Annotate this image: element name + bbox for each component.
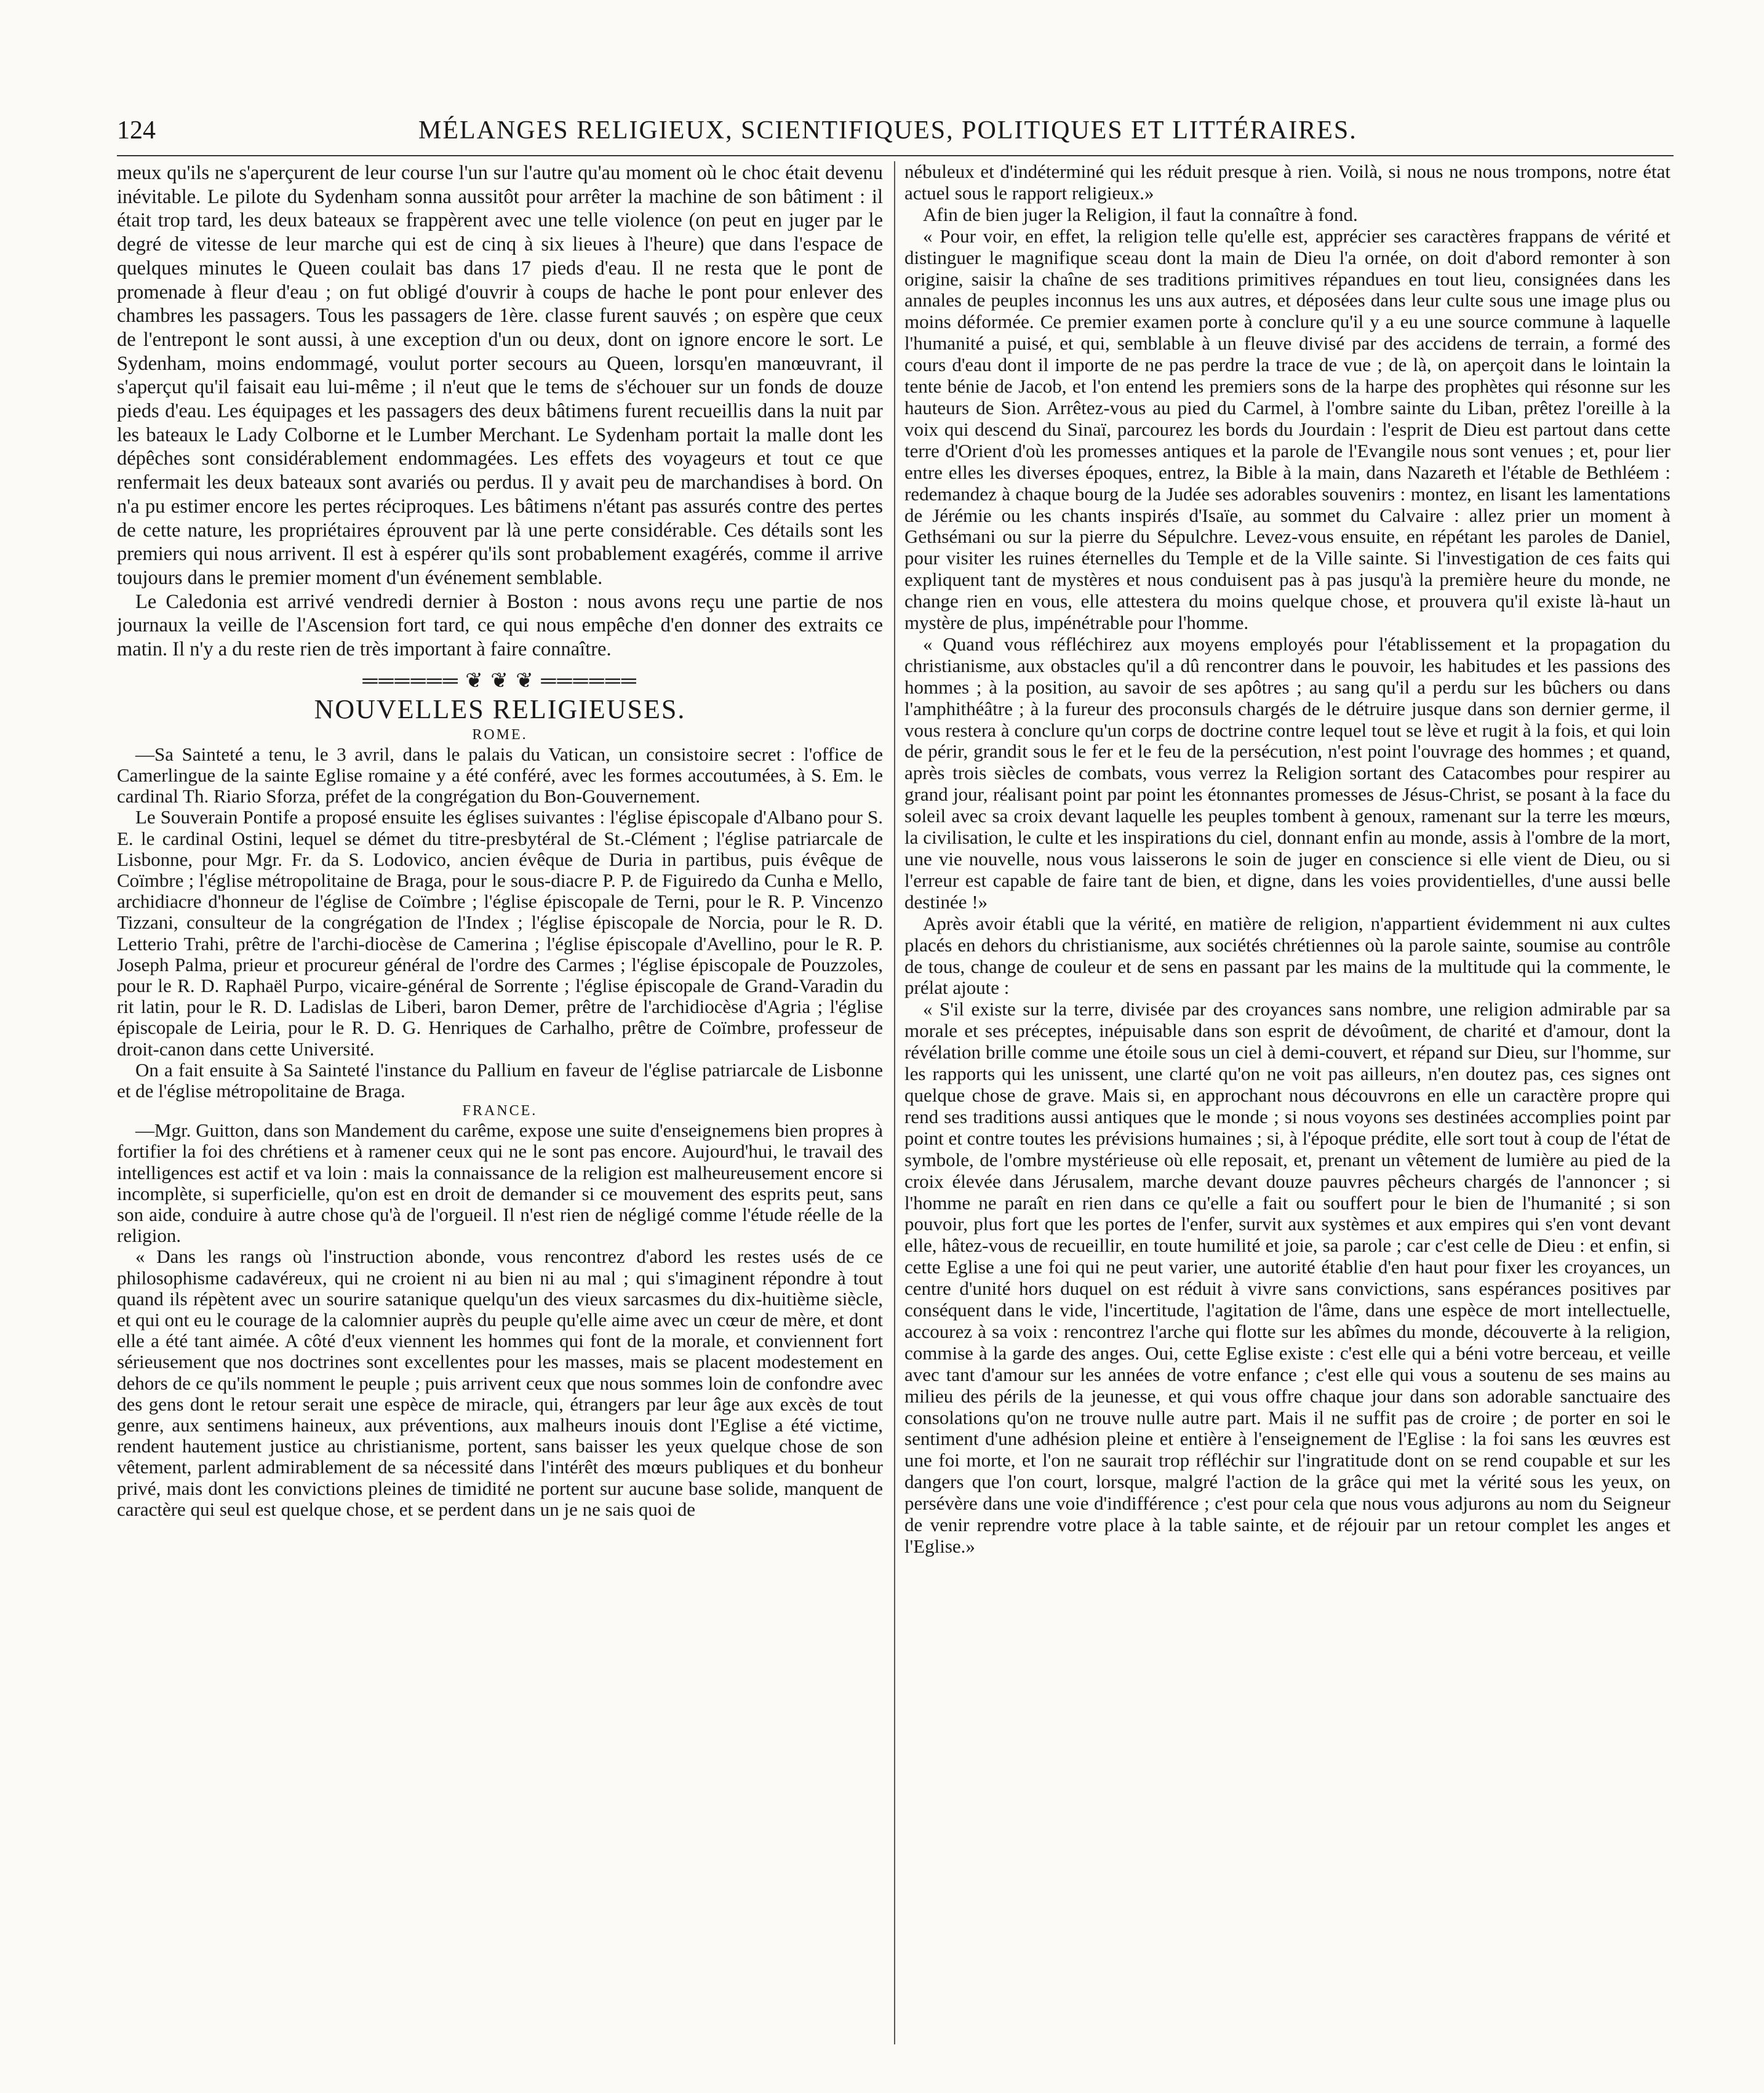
- subheading-rome: ROME.: [472, 726, 528, 743]
- page-header: [117, 116, 1674, 153]
- religion-intro-paragraph: Afin de bien juger la Religion, il faut la connaître à fond.: [923, 203, 1358, 225]
- continuation-paragraph: nébuleux et d'indéterminé qui les réduit presque à rien. Voilà, si nous ne nous trompons, notre état actuel sous le rapport religieux.»: [904, 161, 1670, 204]
- origin-quote-paragraph: « Pour voir, en effet, la religion telle qu'elle est, apprécier ses caractères frappans de vérité et distinguer le magnifique sceau dont la main de Dieu l'a ornée, on doit d'abord remonter à son origine, saisir la chaîne de ses traditions primitives répandues en tout lieu, consignées dans les annales de peuples inconnus les uns aux autres, et déposées dans leur culte sous une image plus ou moins déformée. Ce premier examen porte à conclure qu'il y a eu une source commune à laquelle l'humanité a puisé, et qui, semblable à un fleuve divisé par des accidens de terrain, a formé des cours d'eau dont il importe de ne pas perdre la trace de vue ; de là, on aperçoit dans le lointain la tente bénie de Jacob, et l'on entend les premiers sons de la harpe des prophètes qui résonne sur les hauteurs de Sion. Arrêtez-vous au pied du Carmel, à l'ombre sainte du Liban, prêtez l'oreille à la voix qui descend du Sinaï, parcourez les bords du Jourdain : l'esprit de Dieu est partout dans cette terre d'Orient d'où les promesses antiques et la parole de l'Evangile nous sont venues ; et, pour lier entre elles les diverses époques, entrez, la Bible à la main, dans Nazareth et l'étable de Bethléem : redemandez à chaque bourg de la Judée ses adorables souvenirs : montez, en lisant les lamentations de Jérémie ou les chants inspirés d'Isaïe, au sommet du Calvaire : allez prier un moment à Gethsémani ou sur la pierre du Sépulchre. Levez-vous ensuite, en répétant les paroles de Daniel, pour visiter les ruines éternelles du Temple et de la Ville sainte. Si l'investigation de ces faits qui expliquent tant de mystères et nous conduisent pas à pas jusqu'à la première heure du monde, ne change rien en vous, elle attestera du moins quelque chose, et prouvera qu'il existe là-haut un mystère de plus, impénétrable pour l'homme.: [904, 225, 1670, 634]
- right-column: [904, 161, 1670, 2051]
- left-column: [117, 161, 883, 2051]
- running-title: MÉLANGES RELIGIEUX, SCIENTIFIQUES, POLITIQUES ET LITTÉRAIRES.: [418, 116, 1357, 145]
- shipwreck-article-paragraph: meux qu'ils ne s'aperçurent de leur course l'un sur l'autre qu'au moment où le choc était devenu inévitable. Le pilote du Sydenham sonna aussitôt pour arrêter la machine de son bâtiment : il était trop tard, les deux bateaux se frappèrent avec une telle violence (on peut en juger par le degré de vitesse de leur marche qui est de cinq à six lieues à l'heure) que dans l'espace de quelques minutes le Queen coulait bas dans 17 pieds d'eau. Il ne resta que le pont de promenade à fleur d'eau ; on fut obligé d'ouvrir à coups de hache le pont pour enlever des chambres les passagers. Tous les passagers de 1ère. classe furent sauvés ; on espère que ceux de l'entrepont le sont aussi, à une exception d'un ou deux, dont on ignore encore le sort. Le Sydenham, moins endommagé, voulut porter secours au Queen, lorsqu'en manœuvrant, il s'aperçut qu'il faisait eau lui-même ; il n'eut que le tems de s'échouer sur un fonds de douze pieds d'eau. Les équipages et les passagers des deux bâtimens furent recueillis dans la nuit par les bateaux le Lady Colborne et le Lumber Merchant. Le Sydenham portait la malle dont les dépêches sont considérablement endommagées. Les effets des voyageurs et tout ce que renfermait les deux bateaux sont avariés ou perdus. Il y avait peu de marchandises à bord. On n'a pu estimer encore les pertes réciproques. Les bâtimens n'étant pas assurés contre des pertes de cette nature, les propriétaires éprouvent par là une perte considérable. Ces détails sont les premiers qui nous arrivent. Il est à espérer qu'ils sont probablement exagérés, comme il arrive toujours dans le premier moment d'un événement semblable.: [117, 162, 883, 589]
- consistory-paragraph: —Sa Sainteté a tenu, le 3 avril, dans le palais du Vatican, un consistoire secret : l'office de Camerlingue de la sainte Eglise romaine y a été conféré, avec les formes accoutumées, à S. Em. le cardinal Th. Riario Sforza, préfet de la congrégation du Bon-Gouvernement.: [117, 743, 883, 807]
- propagation-quote-paragraph: « Quand vous réfléchirez aux moyens employés pour l'établissement et la propagation du christianisme, aux obstacles qu'il a dû rencontrer dans le pouvoir, les habitudes et les passions des hommes ; à la position, au savoir de ses apôtres ; au sang qu'il a perdu sur les bûchers ou dans l'amphithéâtre ; à la fureur des proconsuls chargés de le détruire jusque dans son dernier germe, il vous restera à conclure qu'un corps de doctrine contre lequel tout se lève et rugit à la fois, et qui loin de périr, grandit sous le fer et le feu de la persécution, n'est point l'ouvrage des hommes ; et quand, après trois siècles de combats, vous verrez la Religion sortant des Catacombes pour respirer au grand jour, réalisant point par point les étonnantes promesses de Jésus-Christ, se posant à la face du soleil avec sa croix devant laquelle les peuples tombent à genoux, ramenant sur la terre les mœurs, la civilisation, le culte et les inspirations du ciel, donnant enfin au monde, assis à l'ombre de la mort, une vie nouvelle, nous vous laisserons le soin de juger en conscience si elle vient de Dieu, ou si l'erreur est capable de faire tant de bien, et digne, dans les voies providentielles, d'une aussi belle destinée !»: [904, 633, 1670, 913]
- mandement-paragraph: —Mgr. Guitton, dans son Mandement du carême, expose une suite d'enseignemens bien propres à fortifier la foi des chrétiens et à ramener ceux qui ne le sont pas encore. Aujourd'hui, le travail des intelligences est actif et va loin : mais la connaissance de la religion est malheureusement encore si incomplète, si superficielle, qu'on est en droit de demander si ce mouvement des esprits peut, sans son aide, conduire à autre chose qu'à de l'orgueil. Il n'est rien de négligé comme l'étude réelle de la religion.: [117, 1119, 883, 1247]
- church-quote-paragraph: « S'il existe sur la terre, divisée par des croyances sans nombre, une religion admirable par sa morale et ses préceptes, inépuisable dans son esprit de dévoûment, de charité et d'amour, dont la révélation brille comme une étoile sous un ciel à demi-couvert, et répand sur Dieu, sur l'homme, sur les rapports qui les unissent, une clarté qu'on ne voit pas ailleurs, n'en doutez pas, ces signes ont quelque chose de grave. Mais si, en approchant nous découvrons en elle un caractère propre qui rend ses traditions aussi antiques que le monde ; si nous voyons ses destinées accomplies point par point et contre toutes les prévisions humaines ; si, à l'époque prédite, elle sort tout à coup de l'état de symbole, de l'ombre mystérieuse où elle reposait, et, prenant un vêtement de lumière au pied de la croix élevée dans Jérusalem, marche devant douze pauvres pêcheurs chargés de l'annoncer ; si l'homme ne paraît en rien dans ce qu'elle a fait ou souffert pour le bien de l'humanité ; si son pouvoir, plus fort que les portes de l'enfer, survit aux systèmes et aux empires qui s'en vont devant elle, hâtez-vous de recueillir, en toute humilité et joie, sa parole ; car c'est celle de Dieu : et enfin, si cette Eglise a une foi qui ne peut varier, une autorité établie d'en haut pour fixer les croyances, un centre d'unité hors duquel on est réduit à vivre sans convictions, sans espérances positives par conséquent dans le vide, l'incertitude, l'agitation de l'âme, dans une espèce de mort intellectuelle, accourez à sa voix : rencontrez l'arche qui flotte sur les abîmes du monde, découverte à la religion, commise à la garde des anges. Oui, cette Eglise existe : c'est elle qui a béni votre berceau, et veille avec tant d'amour sur les années de votre enfance ; c'est elle qui vous a soutenu de ses mains au milieu des périls de la jeunesse, et qui vous offre chaque jour dans son adorable sanctuaire des consolations qu'on ne trouve nulle autre part. Mais il ne suffit pas de croire ; de porter en soi le sentiment d'une adhésion pleine et entière à l'enseignement de l'Eglise : la foi sans les œuvres est une foi morte, et l'on ne saurait trop réfléchir sur l'ingratitude dont on se rend coupable et sur les dangers que l'on court, lorsque, malgré l'action de la grâce qui met la vérité sous les yeux, on persévère dans une voie d'indifférence ; c'est pour cela que nous vous adjurons au nom du Seigneur de venir reprendre votre place à la table sainte, et de réjouir par un retour complet les anges et l'Eglise.»: [904, 998, 1670, 1557]
- subheading-france: FRANCE.: [462, 1103, 538, 1119]
- churches-paragraph: Le Souverain Pontife a proposé ensuite les églises suivantes : l'église épiscopale d'Albano pour S. E. le cardinal Ostini, lequel se démet du titre-presbytéral de St.-Clément ; l'église patriarcale de Lisbonne, pour Mgr. Fr. da S. Lodovico, ancien évêque de Duria in partibus, puis évêque de Coïmbre ; l'église métropolitaine de Braga, pour le sous-diacre P. P. de Figuiredo da Cunha e Mello, archidiacre d'honneur de l'église de Coïmbre ; l'église épiscopale de Terni, pour le R. P. Vincenzo Tizzani, consulteur de la congrégation de l'Index ; l'église épiscopale de Norcia, pour le R. D. Letterio Trahi, prêtre de l'archi-diocèse de Camerina ; l'église épiscopale d'Avellino, pour le R. P. Joseph Palma, prieur et procureur général de l'ordre des Carmes ; l'église épiscopale de Pouzzoles, pour le R. D. Raphaël Purpo, vicaire-général de Sorrente ; l'église épiscopale de Grand-Varadin du rit latin, pour le R. D. Ladislas de Liberi, baron Demer, prêtre de l'archidiocèse d'Agria ; l'église épiscopale de Leiria, pour le R. D. G. Henriques de Carhalho, prêtre de Coïmbre, professeur de droit-canon dans cette Université.: [117, 806, 883, 1060]
- section-ornament: ══════ ❦ ❦ ❦ ══════: [362, 669, 637, 692]
- column-divider: [894, 161, 895, 2044]
- caledonia-paragraph: Le Caledonia est arrivé vendredi dernier à Boston : nous avons reçu une partie de nos journaux la veille de l'Ascension fort tard, ce qui nous empêche d'en donner des extraits ce matin. Il n'y a du reste rien de très important à faire connaître.: [117, 590, 883, 661]
- page-number: 124: [117, 116, 156, 145]
- section-title: NOUVELLES RELIGIEUSES.: [314, 694, 686, 724]
- header-rule: [117, 155, 1674, 156]
- mandement-quote-paragraph: « Dans les rangs où l'instruction abonde, vous rencontrez d'abord les restes usés de ce philosophisme cadavéreux, qui ne croient ni au bien ni au mal ; qui s'imaginent répondre à tout quand ils répètent avec un sourire satanique quelqu'un des vieux sarcasmes du dix-huitième siècle, et qui ont eu le courage de la calomnier auprès du peuple qu'elle aime avec un cœur de mère, et dont elle a été tant aimée. A côté d'eux viennent les hommes qui font de la morale, et conviennent fort sérieusement que nos doctrines sont excellentes pour les masses, mais se placent modestement en dehors de ce qu'ils nomment le peuple ; puis arrivent ceux que nous sommes loin de confondre avec des gens dont le retour serait une espèce de miracle, qui, étrangers par leur âge aux excès de tout genre, aux sentimens haineux, aux préventions, aux malheurs inouis dont l'Eglise a été victime, rendent hautement justice au christianisme, portent, sans baisser les yeux quelque chose de son vêtement, parlent admirablement de sa nécessité dans l'intérêt des mœurs publiques et du bonheur privé, mais dont les convictions pleines de timidité ne portent sur aucune base solide, manquent de caractère qui seul est quelque chose, et se perdent dans un je ne sais quoi de: [117, 1246, 883, 1520]
- prelate-paragraph: Après avoir établi que la vérité, en matière de religion, n'appartient évidemment ni aux cultes placés en dehors du christianisme, aux sociétés chrétiennes où la parole sainte, soumise au contrôle de tous, change de couleur et de sens en passant par les mains de la multitude qui la commente, le prélat ajoute :: [904, 912, 1670, 999]
- pallium-paragraph: On a fait ensuite à Sa Sainteté l'instance du Pallium en faveur de l'église patriarcale de Lisbonne et de l'église métropolitaine de Braga.: [117, 1059, 883, 1102]
